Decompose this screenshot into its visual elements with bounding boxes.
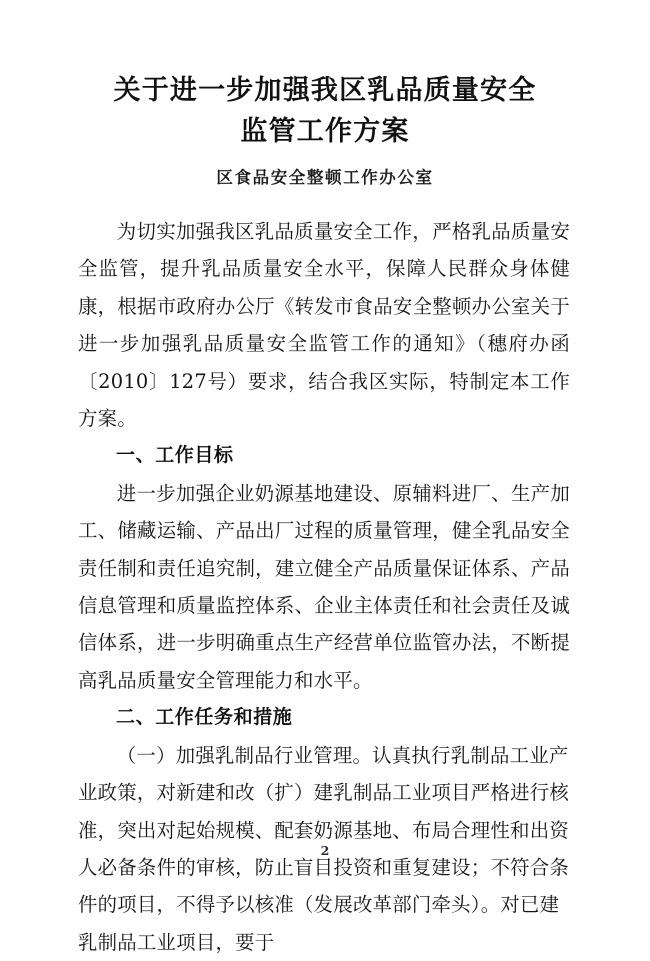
page-title-line-1: 关于进一步加强我区乳品质量安全	[113, 75, 537, 105]
document-title-block	[0, 70, 650, 190]
section-heading-2: 二、工作任务和措施	[116, 707, 293, 729]
body-paragraph-intro: 为切实加强我区乳品质量安全工作，严格乳品质量安全监管，提升乳品质量安全水平，保障人民群众身体健康，根据市政府办公厅《转发市食品安全整顿办公室关于进一步加强乳品质量安全监管工作的通知》（穗府办函〔2010〕127号）要求，结合我区实际，特制定本工作方案。	[78, 220, 570, 431]
page-number: 2	[320, 843, 330, 858]
body-paragraph-objectives: 进一步加强企业奶源基地建设、原辅料进厂、生产加工、储藏运输、产品出厂过程的质量管理，健全乳品安全责任制和责任追究制，建立健全产品质量保证体系、产品信息管理和质量监控体系、企业主体责任和社会责任及诚信体系，进一步明确重点生产经营单位监管办法，不断提高乳品质量安全管理能力和水平。	[78, 481, 570, 692]
page-title-line-2: 监管工作方案	[240, 116, 410, 146]
document-issuing-office: 区食品安全整顿工作办公室	[216, 168, 434, 187]
body-paragraph-task-one: （一）加强乳制品行业管理。认真执行乳制品工业产业政策，对新建和改（扩）建乳制品工业项目严格进行核准，突出对起始规模、配套奶源基地、布局合理性和出资人必备条件的审核，防止盲目投资和重复建设；不符合条件的项目，不得予以核准（发展改革部门牵头）。对已建乳制品工业项目，要于	[78, 743, 570, 954]
section-heading-1: 一、工作目标	[116, 445, 234, 467]
